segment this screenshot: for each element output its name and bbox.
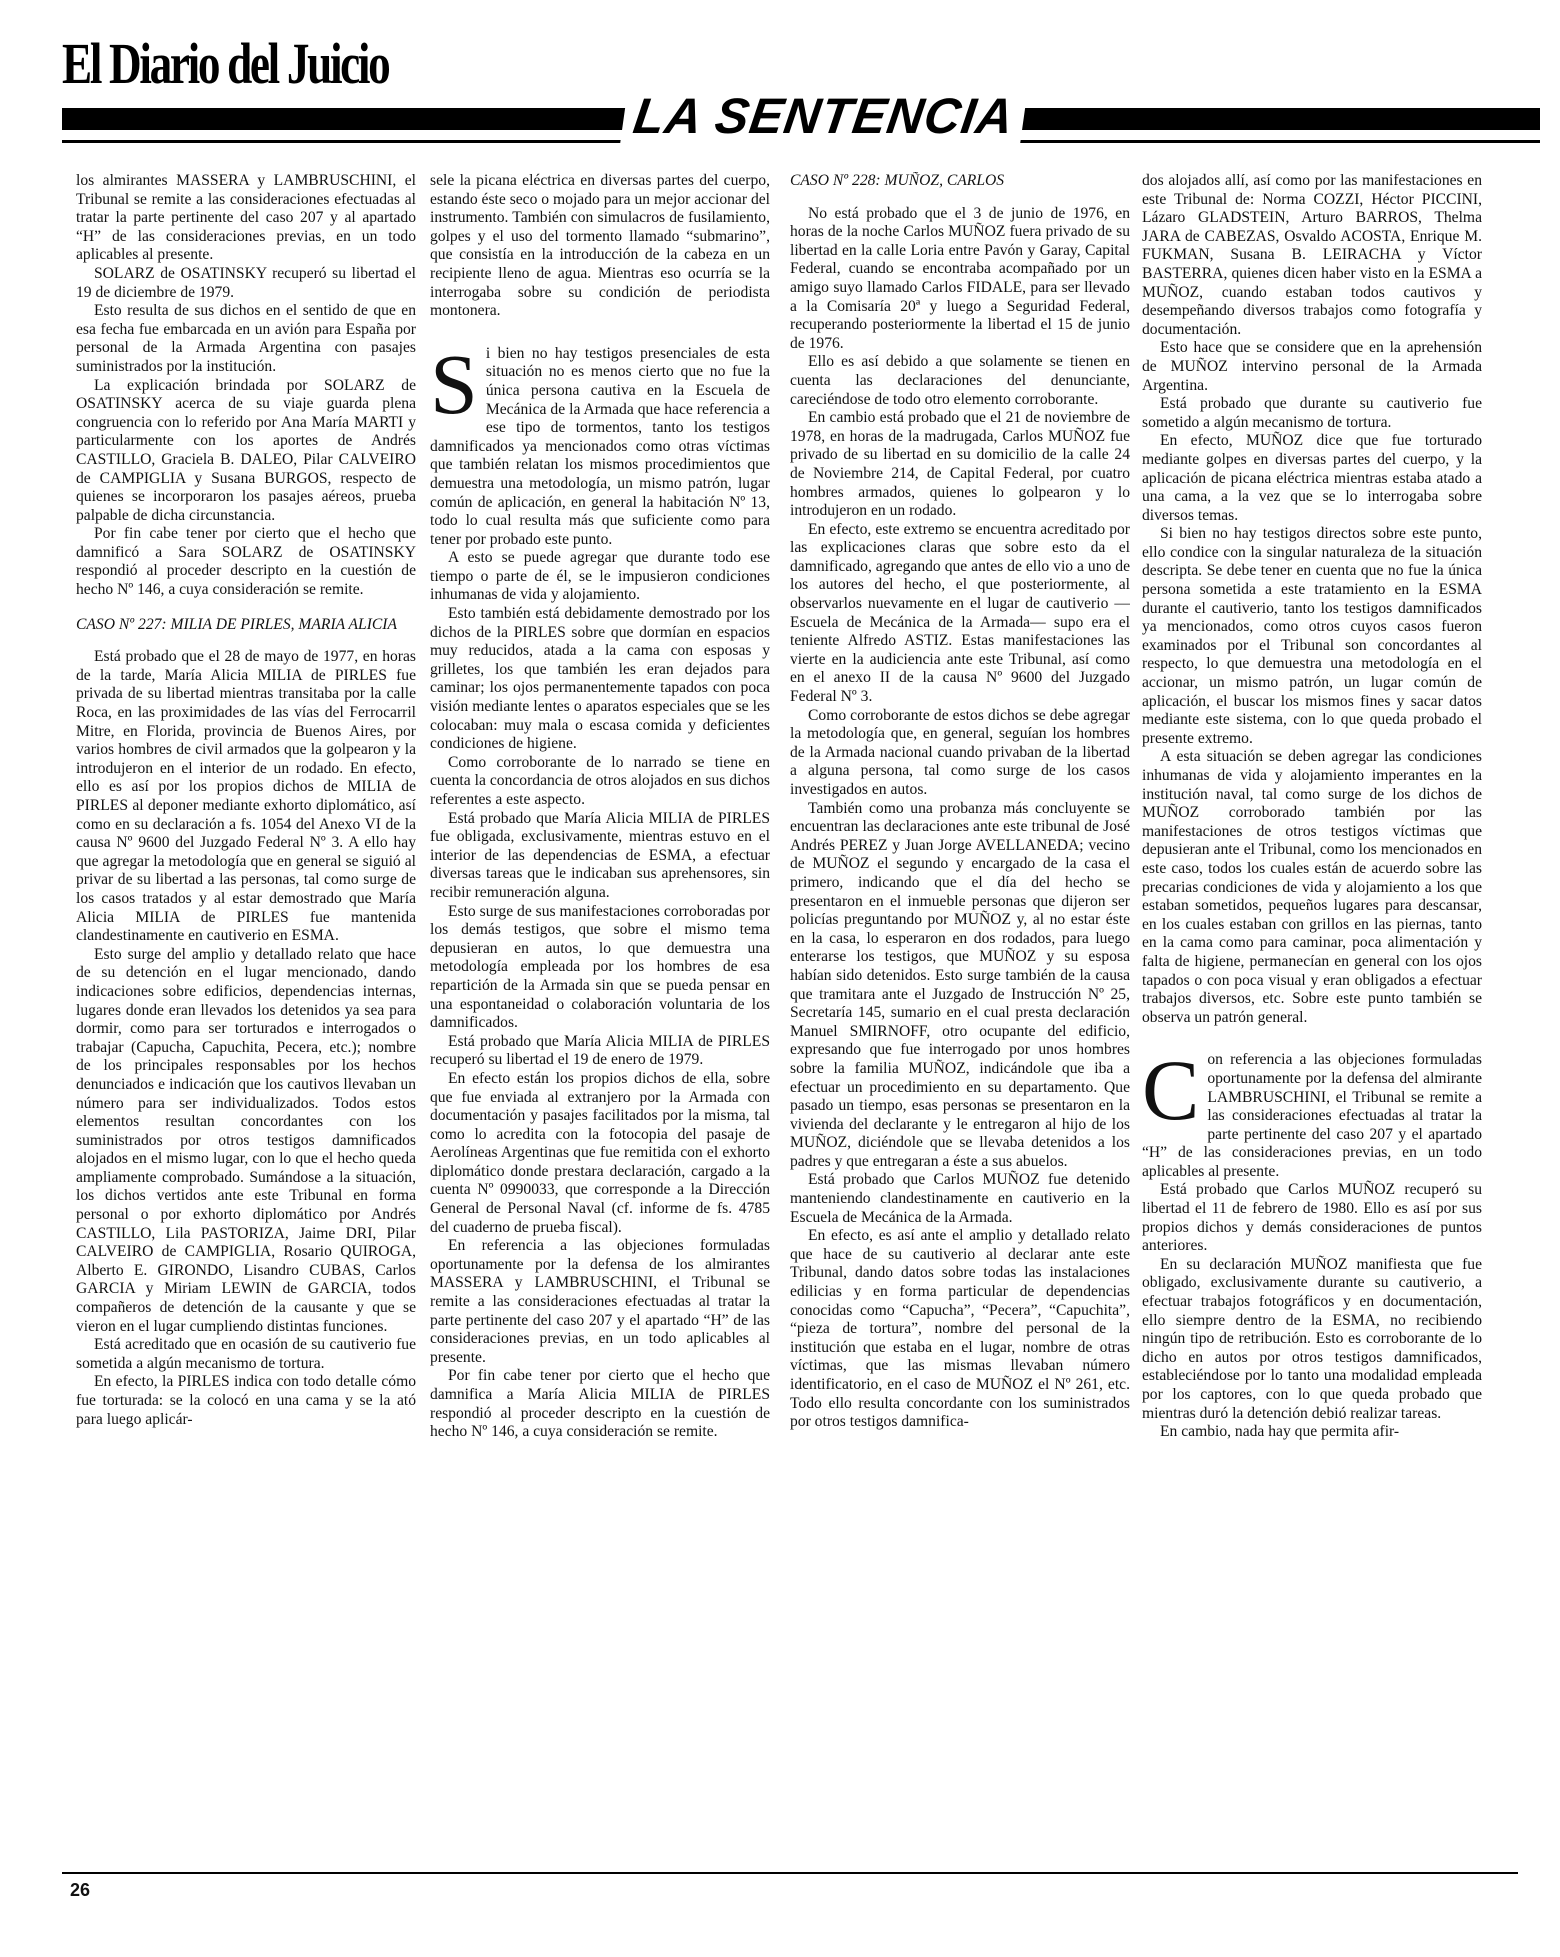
paragraph: Por fin cabe tener por cierto que el hecho que damnificó a Sara SOLARZ de OSATINSKY respondió al proceder descripto en la cuestión de hecho Nº 146, a cuya consideración se remite.	[76, 525, 416, 599]
paragraph-dropcap	[1142, 1042, 1482, 1181]
paragraph: Esto hace que se considere que en la aprehensión de MUÑOZ intervino personal de la Armada Argentina.	[1142, 339, 1482, 394]
paragraph: los almirantes MASSERA y LAMBRUSCHINI, el Tribunal se remite a las consideraciones efectuadas al tratar la parte pertinente del caso 207 y al apartado “H” de las consideraciones previas, en un todo aplicables al presente.	[76, 172, 416, 264]
column-4	[1142, 172, 1482, 1812]
paragraph: En su declaración MUÑOZ manifiesta que fue obligado, exclusivamente durante su cautiverio, a efectuar trabajos fotográficos y en documentación, ello siempre dentro de la ESMA, no recibiendo ningún tipo de retribución. Esto es corroborante de lo dicho en autos por otros testigos damnificados, estableciéndose por lo tanto una modalidad empleada por los captores, con lo que queda probado que mientras duró la detención debió realizar tareas.	[1142, 1255, 1482, 1422]
paragraph: SOLARZ de OSATINSKY recuperó su libertad el 19 de diciembre de 1979.	[76, 264, 416, 301]
paragraph: En efecto, este extremo se encuentra acreditado por las explicaciones claras que sobre esto da el damnificado, agregando que antes de ello vio a uno de los autores del hecho, el que posteriormente, al observarlos nuevamente en el lugar de cautiverio —Escuela de Mecánica de la Armada— supo era el teniente Alfredo ASTIZ. Estas manifestaciones las vierte en la audiciencia ante este Tribunal, así como en el anexo II de la causa Nº 9600 del Juzgado Federal Nº 3.	[790, 520, 1130, 706]
paragraph: No está probado que el 3 de junio de 1976, en horas de la noche Carlos MUÑOZ fuera privado de su libertad en la calle Loria entre Pavón y Garay, Capital Federal, cuando se encontraba acompañado por un amigo suyo llamado Carlos FIDALE, para ser llevado a la Comisaría 20ª y luego a Seguridad Federal, recuperando posteriormente la libertad el 15 de junio de 1976.	[790, 204, 1130, 352]
paragraph: La explicación brindada por SOLARZ de OSATINSKY acerca de su viaje guarda plena congruencia con lo referido por Ana María MARTI y particularmente con los aportes de Andrés CASTILLO, Graciela B. DALEO, Pilar CALVEIRO de CAMPIGLIA y Susana BURGOS, respecto de quienes se incorporaron los pasajes aéreos, prueba palpable de dicha circunstancia.	[76, 376, 416, 524]
dropcap: C	[1142, 1042, 1200, 1139]
paragraph: Esto surge de sus manifestaciones corroboradas por los demás testigos, que sobre el mismo tema depusieran en autos, lo que demuestra una metodología empleada por los hombres de esa repartición de la Armada sin que se pueda pensar en una espontaneidad o colaboración voluntaria de los damnificados.	[430, 902, 770, 1032]
paragraph: Si bien no hay testigos directos sobre este punto, ello condice con la singular naturaleza de la situación descripta. Se debe tener en cuenta que no fue la única persona sometida a este tratamiento en la ESMA durante el cautiverio, tanto los testigos damnificados ya mencionados, como otros cuyos casos fueron examinados por el Tribunal son concordantes al respecto, lo que demuestra una metodología en el accionar, un mismo patrón, un lugar común de aplicación, el buscar los mismos fines y sacar datos mediante este sistema, con lo que queda probado el presente extremo.	[1142, 525, 1482, 747]
column-2	[430, 172, 770, 1812]
footer-rule	[62, 1872, 1518, 1874]
paragraph: Por fin cabe tener por cierto que el hecho que damnifica a María Alicia MILIA de PIRLES respondió al proceder descripto en la cuestión de hecho Nº 146, a cuya consideración se remite.	[430, 1367, 770, 1441]
paragraph: Como corroborante de estos dichos se debe agregar la metodología que, en general, seguían los hombres de la Armada nacional cuando privaban de la libertad a alguna persona, tal como surge de los casos investigados en autos.	[790, 706, 1130, 798]
spacer	[430, 321, 770, 345]
masthead	[62, 30, 1560, 144]
paragraph: A esto se puede agregar que durante todo ese tiempo o parte de él, se le impusieron condiciones inhumanas de vida y alojamiento.	[430, 549, 770, 604]
page-number: 26	[70, 1880, 91, 1900]
column-1	[76, 172, 416, 1812]
paragraph: Está probado que María Alicia MILIA de PIRLES fue obligada, exclusivamente, mientras estuvo en el interior de las dependencias de ESMA, a efectuar diversas tareas que le indicaban sus aprehensores, sin recibir remuneración alguna.	[430, 809, 770, 901]
section-label: LA SENTENCIA	[620, 86, 1028, 146]
paragraph: dos alojados allí, así como por las manifestaciones en este Tribunal de: Norma COZZI, Héctor PICCINI, Lázaro GLADSTEIN, Arturo BARROS, Thelma JARA de CABEZAS, Osvaldo ACOSTA, Enrique M. FUKMAN, Susana B. LEIRACHA y Víctor BASTERRA, quienes dicen haber visto en la ESMA a MUÑOZ, cuando estaban todos cautivos y desempeñando diversos trabajos como fotografía y documentación.	[1142, 172, 1482, 338]
paragraph-text: i bien no hay testigos presenciales de esta situación no es menos cierto que no fue la única persona cautiva en la Escuela de Mecánica de la Armada que hace referencia a ese tipo de tormentos, tanto los testigos damnificados ya mencionados como otras víctimas que también relatan los mismos procedimientos que demuestra una metodología, un mismo patrón, lugar común de aplicación, en general la habitación Nº 13, todo lo cual resulta más que suficiente como para tener por probado este punto.	[430, 344, 770, 548]
paragraph: Está probado que Carlos MUÑOZ fue detenido manteniendo clandestinamente en cautiverio en la Escuela de Mecánica de la Armada.	[790, 1171, 1130, 1226]
column-3	[790, 172, 1130, 1812]
paragraph: Está probado que María Alicia MILIA de PIRLES recuperó su libertad el 19 de enero de 1979.	[430, 1032, 770, 1069]
paragraph: Esto resulta de sus dichos en el sentido de que en esa fecha fue embarcada en un avión para España por personal de la Armada Argentina con pasajes suministrados por la institución.	[76, 302, 416, 375]
dropcap: S	[430, 335, 478, 432]
paragraph-text: on referencia a las objeciones formuladas oportunamente por la defensa del almirante LAMBRUSCHINI, el Tribunal se remite a las consideraciones efectuadas al tratar la parte pertinente del caso 207 y el apartado “H” de las consideraciones previas, en un todo aplicables al presente.	[1142, 1051, 1482, 1180]
paragraph: En efecto, es así ante el amplio y detallado relato que hace de su cautiverio al declarar ante este Tribunal, dando datos sobre todas las instalaciones edilicias y en forma particular de dependencias conocidas como “Capucha”, “Pecera”, “Capuchita”, “pieza de tortura”, nombre del personal de la institución que estaba en el lugar, nombre de otras víctimas, que las mismas llevaban número identificatorio, en el caso de MUÑOZ el Nº 261, etc. Todo ello resulta concordante con los suministrados por otros testigos damnifica-	[790, 1227, 1130, 1431]
paragraph: En cambio está probado que el 21 de noviembre de 1978, en horas de la madrugada, Carlos MUÑOZ fue privado de su libertad en su domicilio de la calle 24 de Noviembre 214, de Capital Federal, por cuatro hombres armados, quienes lo golpearon y lo introdujeron en un rodado.	[790, 409, 1130, 520]
paragraph: En cambio, nada hay que permita afir-	[1160, 1423, 1400, 1441]
paragraph: A esta situación se deben agregar las condiciones inhumanas de vida y alojamiento imperantes en la institución naval, tal como surge de los dichos de MUÑOZ corroborado también por las manifestaciones de otros testigos víctimas que depusieran ante el Tribunal, como los mencionados en este caso, todos los cuales están de acuerdo sobre las precarias condiciones de vida y alojamiento a los que estaban sometidos, pequeños lugares para descansar, en los cuales estaban con grillos en las piernas, tanto en la cama como para caminar, poca alimentación y falta de higiene, permanecían en general con los ojos tapados o con poca visual y eran obligados a efectuar trabajos diversos, etc. Sobre este punto también se observa un patrón general.	[1142, 748, 1482, 1026]
paragraph: Ello es así debido a que solamente se tienen en cuenta las declaraciones del denunciante, careciéndose de todo otro elemento corroborante.	[790, 353, 1130, 408]
paragraph: Esto surge del amplio y detallado relato que hace de su detención en el lugar mencionado, dando indicaciones sobre edificios, dependencias internas, lugares donde eran llevados los detenidos ya sea para dormir, como para ser torturados e interrogados o trabajar (Capucha, Capuchita, Pecera, etc.); nombre de los principales responsables por los hechos denunciados e indicación que los cautivos llevaban un número para ser individualizados. Todos estos elementos resultan concordantes con los suministrados por otros testigos damnificados alojados en el mismo lugar, con lo que el hecho queda ampliamente comprobado. Sumándose a la situación, los dichos vertidos ante este Tribunal en forma personal o por exhorto diplomático por Andrés CASTILLO, Lila PASTORIZA, Jaime DRI, Pilar CALVEIRO de CAMPIGLIA, Rosario QUIROGA, Alberto E. GIRONDO, Lisandro CUBAS, Carlos GARCIA y Miriam LEWIN de GARCIA, todos compañeros de detención de la causante y que se vieron en el lugar cumpliendo distintas funciones.	[76, 945, 416, 1335]
paragraph: Está probado que el 28 de mayo de 1977, en horas de la tarde, María Alicia MILIA de PIRLES fue privada de su libertad mientras transitaba por la calle Roca, en las proximidades de las vías del Ferrocarril Mitre, en Florida, provincia de Buenos Aires, por varios hombres de civil armados que la golpearon y la introdujeron en el interior de un rodado. En efecto, ello es así por los propios dichos de MILIA de PIRLES al deponer mediante exhorto diplomático, así como en su declaración a fs. 1054 del Anexo VI de la causa Nº 9600 del Juzgado Federal Nº 3. A ello hay que agregar la metodología que en general se siguió al privar de su libertad a las personas, tal como surge de los casos tratados y al estar demostrado que María Alicia MILIA de PIRLES fue mantenida clandestinamente en cautiverio en ESMA.	[76, 648, 416, 945]
case-heading: CASO Nº 227: MILIA DE PIRLES, MARIA ALICIA	[76, 615, 398, 633]
newspaper-title: El Diario del Juicio	[62, 31, 389, 96]
paragraph: En efecto, la PIRLES indica con todo detalle cómo fue torturada: se la colocó en una cama y se la ató para luego aplicár-	[76, 1373, 416, 1428]
paragraph: Está probado que durante su cautiverio fue sometido a algún mecanismo de tortura.	[1142, 395, 1482, 431]
paragraph: Está acreditado que en ocasión de su cautiverio fue sometida a algún mecanismo de tortura.	[76, 1336, 416, 1372]
paragraph: sele la picana eléctrica en diversas partes del cuerpo, estando éste seco o mojado para un mejor accionar del instrumento. También con simulacros de fusilamiento, golpes y el uso del tormento llamado “submarino”, que consistía en la introducción de la cabeza en un recipiente lleno de agua. Mientras eso ocurría se la interrogaba sobre su condición de periodista montonera.	[430, 172, 770, 320]
paragraph: En efecto están los propios dichos de ella, sobre que fue enviada al extranjero por la Armada con documentación y pasajes facilitados por la misma, tal como lo acredita con la fotocopia del pasaje de Aerolíneas Argentinas que fue remitida con el exhorto diplomático donde prestara declaración, cargado a la cuenta Nº 0990033, que corresponde a la Dirección General de Personal Naval (cf. informe de fs. 4785 del cuaderno de prueba fiscal).	[430, 1069, 770, 1236]
paragraph: Como corroborante de lo narrado se tiene en cuenta la concordancia de otros alojados en sus dichos referentes a este aspecto.	[430, 753, 770, 808]
paragraph: Esto también está debidamente demostrado por los dichos de la PIRLES sobre que dormían en espacios muy reducidos, atada a la cama con esposas y grilletes, los que también les eran dejados para caminar; los ojos permanentemente tapados con poca visión mediante lentes o aparatos especiales que se les colocaban: muy mala o escasa comida y deficientes condiciones de higiene.	[430, 605, 770, 753]
paragraph: En referencia a las objeciones formuladas oportunamente por la defensa de los almirantes MASSERA y LAMBRUSCHINI, el Tribunal se remite a las consideraciones efectuadas al tratar la parte pertinente del caso 207 y el apartado “H” de las consideraciones previas, en un todo aplicables al presente.	[430, 1237, 770, 1366]
case-heading: CASO Nº 228: MUÑOZ, CARLOS	[790, 172, 1005, 189]
paragraph: También como una probanza más concluyente se encuentran las declaraciones ante este tribunal de José Andrés PEREZ y Juan Jorge AVELLANEDA; vecino de MUÑOZ el segundo y encargado de la casa el primero, indicando que el día del hecho se presentaron en el inmueble personas que dijeron ser policías preguntando por MUÑOZ y, al no estar éste en la casa, lo esperaron en dos rodados, para luego enterarse los testigos, que MUÑOZ y su esposa habían sido detenidos. Esto surge también de la causa que tramitara ante el Juzgado de Instrucción Nº 25, Secretaría 145, sumario en el cual presta declaración Manuel SMIRNOFF, otro ocupante del edificio, expresando que fue interrogado por unos hombres sobre la familia MUÑOZ, indicándole que iba a efectuar un procedimiento en su departamento. Que pasado un tiempo, esas personas se presentaron en la vivienda del declarante y le entregaron al hijo de los MUÑOZ, diciéndole que se llevaba detenidos a los padres y que entregaran a éste a sus abuelos.	[790, 799, 1130, 1170]
paragraph-dropcap	[430, 335, 770, 550]
paragraph: Está probado que Carlos MUÑOZ recuperó su libertad el 11 de febrero de 1980. Ello es así por sus propios dichos y demás consideraciones de puntos anteriores.	[1142, 1181, 1482, 1255]
paragraph: En efecto, MUÑOZ dice que fue torturado mediante golpes en diversas partes del cuerpo, y la aplicación de picana eléctrica mientras estaba atado a una cama, a la vez que se lo interrogaba sobre diversos temas.	[1142, 432, 1482, 524]
